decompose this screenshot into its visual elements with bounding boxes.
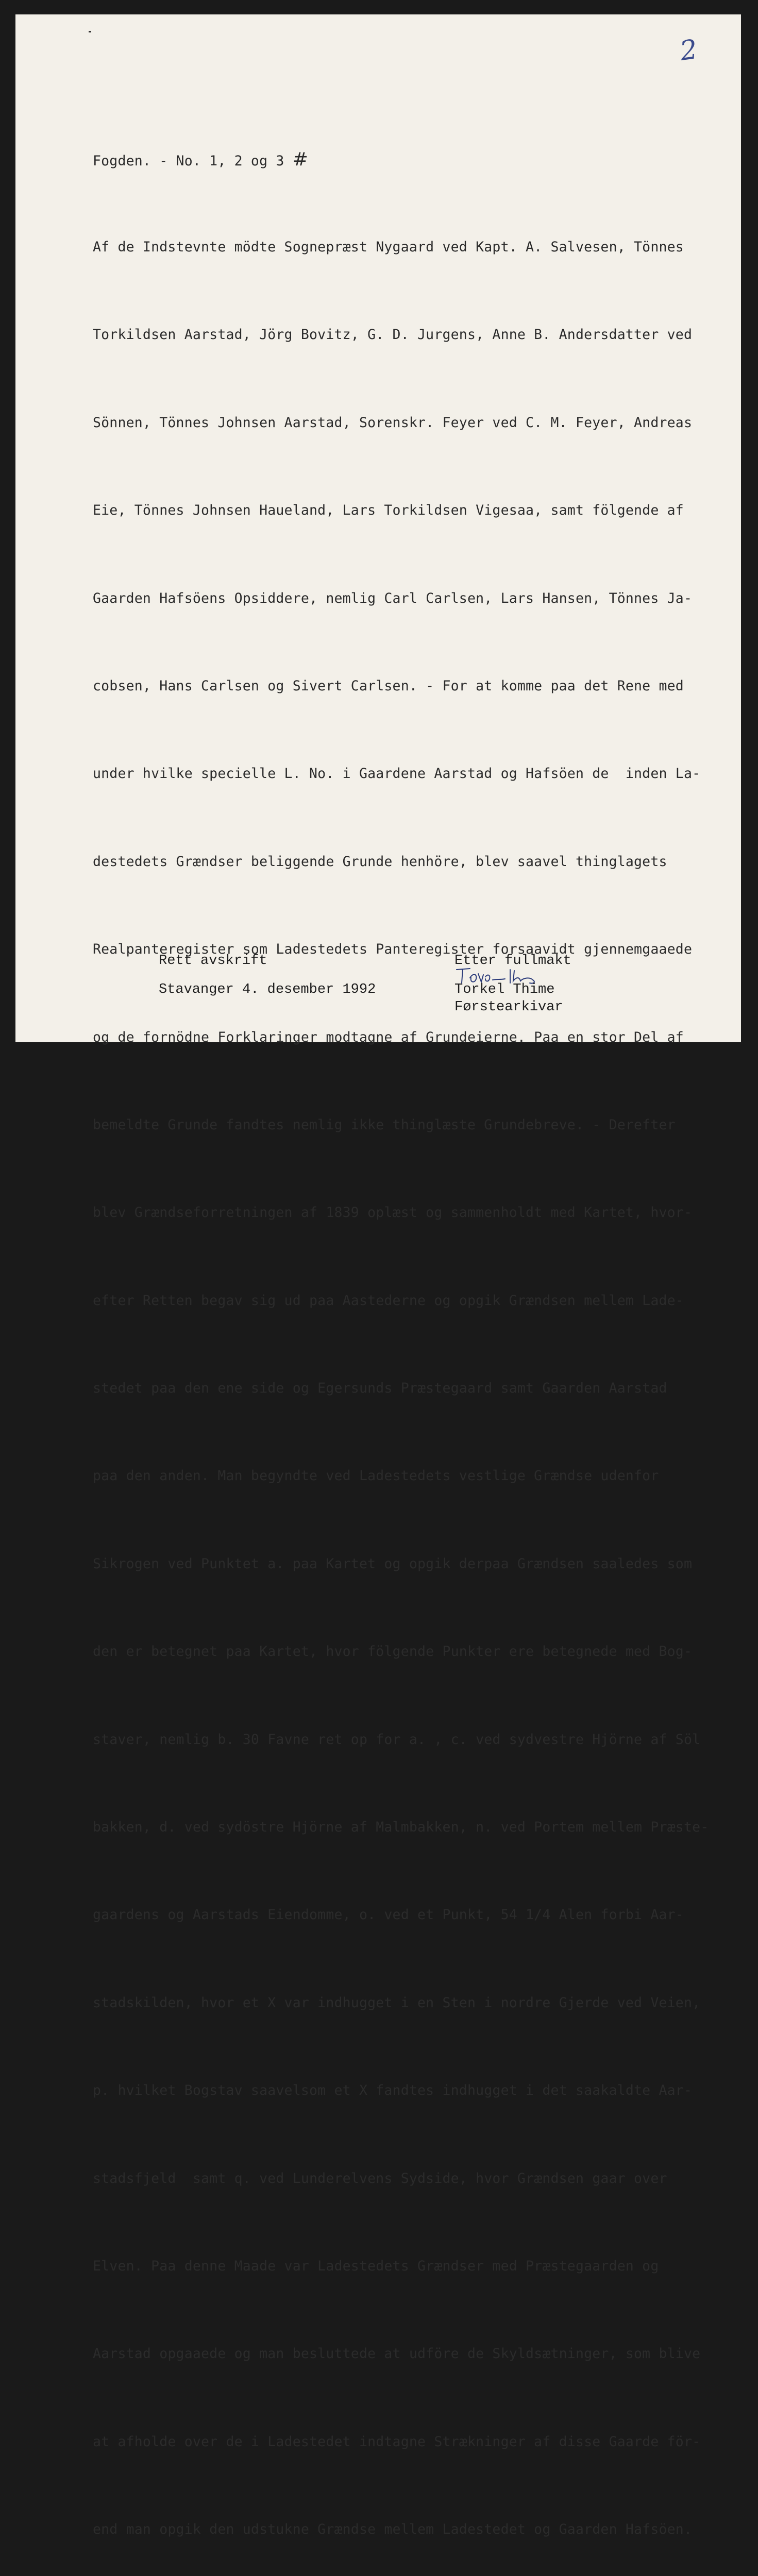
body-line-13: blev Grændseforretningen af 1839 oplæst og sammenholdt med Kartet, hvor-: [93, 1205, 693, 1221]
body-line-11: og de fornödne Forklaringer modtagne af Grundeierne. Paa en stor Del af: [93, 1029, 684, 1045]
body-line-10: Realpanteregister som Ladestedets Panteregister forsaavidt gjennemgaaede: [93, 941, 693, 958]
body-line-8: under hvilke specielle L. No. i Gaardene Aarstad og Hafsöen de inden La-: [93, 766, 701, 782]
body-line-26: Aarstad opgaaede og man besluttede at udföre de Skyldsætninger, som blive: [93, 2346, 701, 2362]
authorization-label: Etter fullmakt: [454, 953, 571, 969]
body-line-22: stadskilden, hvor et X var indhugget i en Sten i nordre Gjerde ved Veien,: [93, 1994, 701, 2011]
body-line-3: Torkildsen Aarstad, Jörg Bovitz, G. D. Jurgens, Anne B. Andersdatter ved: [93, 327, 693, 343]
body-line-28: end man opgik den udstukne Grændse mellem Ladestedet og Gaarden Hafsöen.: [93, 2521, 693, 2538]
body-line-17: Sikrogen ved Punktet a. paa Kartet og opgik derpaa Grændsen saaledes som: [93, 1555, 693, 1572]
body-line-18: den er betegnet paa Kartet, hvor fölgende Punkter ere betegnede med Bog-: [93, 1643, 693, 1660]
body-line-16: paa den anden. Man begyndte ved Ladestedets vestlige Grændse udenfor: [93, 1468, 659, 1484]
body-line-21: gaardens og Aarstads Eiendomme, o. ved et Punkt, 54 1/4 Alen forbi Aar-: [93, 1907, 684, 1923]
certification-label: Rett avskrift: [159, 953, 267, 969]
body-line-5: Eie, Tönnes Johnsen Haueland, Lars Torkildsen Vigesaa, samt fölgende af: [93, 502, 684, 519]
place-and-date: Stavanger 4. desember 1992: [159, 982, 376, 997]
page-number: 2: [678, 33, 700, 67]
scan-speck: [89, 31, 91, 32]
body-line-27: at afholde over de i Ladestedet indtagne Strækninger af disse Gaarde för-: [93, 2433, 701, 2450]
document-page: [15, 14, 741, 2538]
body-line-12: bemeldte Grunde fandtes nemlig ikke thinglæste Grundebreve. - Derefter: [93, 1116, 676, 1133]
body-line-6: Gaarden Hafsöens Opsiddere, nemlig Carl Carlsen, Lars Hansen, Tönnes Ja-: [93, 590, 693, 606]
body-line-4: Sönnen, Tönnes Johnsen Aarstad, Sorenskr. Feyer ved C. M. Feyer, Andreas: [93, 414, 693, 431]
body-line-9: destedets Grændser beliggende Grunde henhöre, blev saavel thinglagets: [93, 853, 667, 870]
body-line-1: [93, 145, 732, 175]
body-line-19: staver, nemlig b. 30 Favne ret op for a. , c. ved sydvestre Hjörne af Söl: [93, 1731, 701, 1748]
body-line-23: p. hvilket Bogstav saavelsom et X fandtes indhugget i det saakaldte Aar-: [93, 2082, 693, 2099]
signatory-title: Førstearkivar: [454, 999, 563, 1015]
body-line-1-text: Fogden. - No. 1, 2 og 3: [93, 152, 284, 169]
body-line-2: Af de Indstevnte mödte Sognepræst Nygaard ved Kapt. A. Salvesen, Tönnes: [93, 239, 684, 255]
body-line-14: efter Retten begav sig ud paa Aastederne og opgik Grændsen mellem Lade-: [93, 1292, 684, 1309]
signatory-name: Torkel Thime: [454, 982, 555, 997]
body-line-7: cobsen, Hans Carlsen og Sivert Carlsen. - For at komme paa det Rene med: [93, 677, 684, 694]
body-line-25: Elven. Paa denne Maade var Ladestedets Grændser med Præstegaarden og: [93, 2258, 659, 2274]
body-line-20: bakken, d. ved sydöstre Hjörne af Malmbakken, n. ved Portem mellem Præste-: [93, 1819, 709, 1836]
handwritten-hash-mark: #: [292, 148, 309, 170]
body-line-15: stedet paa den ene side og Egersunds Præstegaard samt Gaarden Aarstad: [93, 1380, 667, 1397]
document-body: [93, 87, 732, 2576]
body-line-24: stadsfjeld samt q. ved Lunderelvens Sydside, hvor Grændsen gaar over: [93, 2170, 667, 2187]
